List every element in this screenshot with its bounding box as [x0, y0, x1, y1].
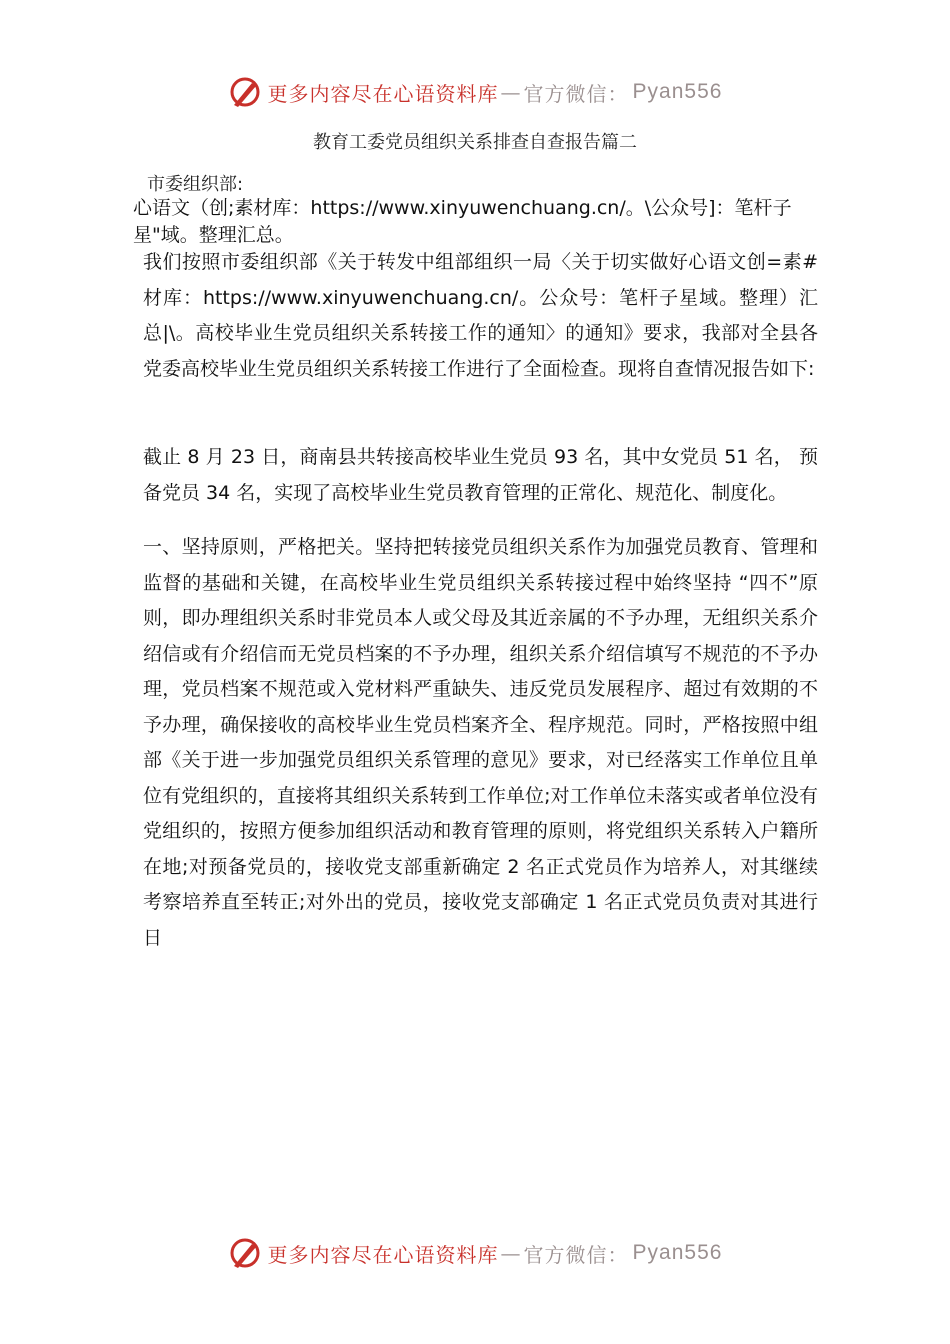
banner-wechat-label: 官方微信：	[523, 81, 629, 106]
banner-text: 更多内容尽在心语资料库	[267, 1242, 499, 1267]
pen-circle-logo-icon	[228, 75, 262, 109]
pen-circle-logo-icon	[228, 1236, 262, 1270]
footer-banner	[0, 1233, 950, 1273]
document-title: 教育工委党员组织关系排查自查报告篇二	[313, 132, 637, 153]
paragraph-intro: 我们按照市委组织部《关于转发中组部组织一局〈关于切实做好心语文创=素#材库：https://www.xinyuwenchuang.cn/。公众号：笔杆子星域。整理）汇总|\。高校毕业生党员组织关系转接工作的通知〉的通知》要求，我部对全县各党委高校毕业生党员组织关系转接工作进行了全面检查。现将自查情况报告如下:	[143, 251, 818, 380]
paragraph-summary: 截止 8 月 23 日，商南县共转接高校毕业生党员 93 名，其中女党员 51 名， 预备党员 34 名，实现了高校毕业生党员教育管理的正常化、规范化、制度化。	[143, 446, 818, 504]
addressee: 市委组织部:	[147, 174, 244, 195]
banner-wechat-label: 官方微信：	[523, 1242, 629, 1267]
banner-dash: —	[500, 1241, 522, 1265]
header-banner	[0, 72, 950, 112]
banner-text: 更多内容尽在心语资料库	[267, 81, 499, 106]
banner-account: Pyan556	[632, 1241, 723, 1264]
source-note: 心语文（创;素材库：https://www.xinyuwenchuang.cn/。\公众号]：笔杆子星"域。整理汇总。	[133, 197, 792, 246]
banner-account: Pyan556	[632, 80, 723, 103]
banner-dash: —	[500, 80, 522, 104]
paragraph-principles: 一、坚持原则，严格把关。坚持把转接党员组织关系作为加强党员教育、管理和监督的基础和关键，在高校毕业生党员组织关系转接过程中始终坚持 “四不”原则，即办理组织关系时非党员本人或父母及其近亲属的不予办理，无组织关系介绍信或有介绍信而无党员档案的不予办理，组织关系介绍信填写不规范的不予办理，党员档案不规范或入党材料严重缺失、违反党员发展程序、超过有效期的不予办理，确保接收的高校毕业生党员档案齐全、程序规范。同时，严格按照中组部《关于进一步加强党员组织关系管理的意见》要求，对已经落实工作单位且单位有党组织的，直接将其组织关系转到工作单位;对工作单位未落实或者单位没有党组织的，按照方便参加组织活动和教育管理的原则，将党组织关系转入户籍所在地;对预备党员的，接收党支部重新确定 2 名正式党员作为培养人，对其继续考察培养直至转正;对外出的党员，接收党支部确定 1 名正式党员负责对其进行日	[143, 536, 818, 949]
